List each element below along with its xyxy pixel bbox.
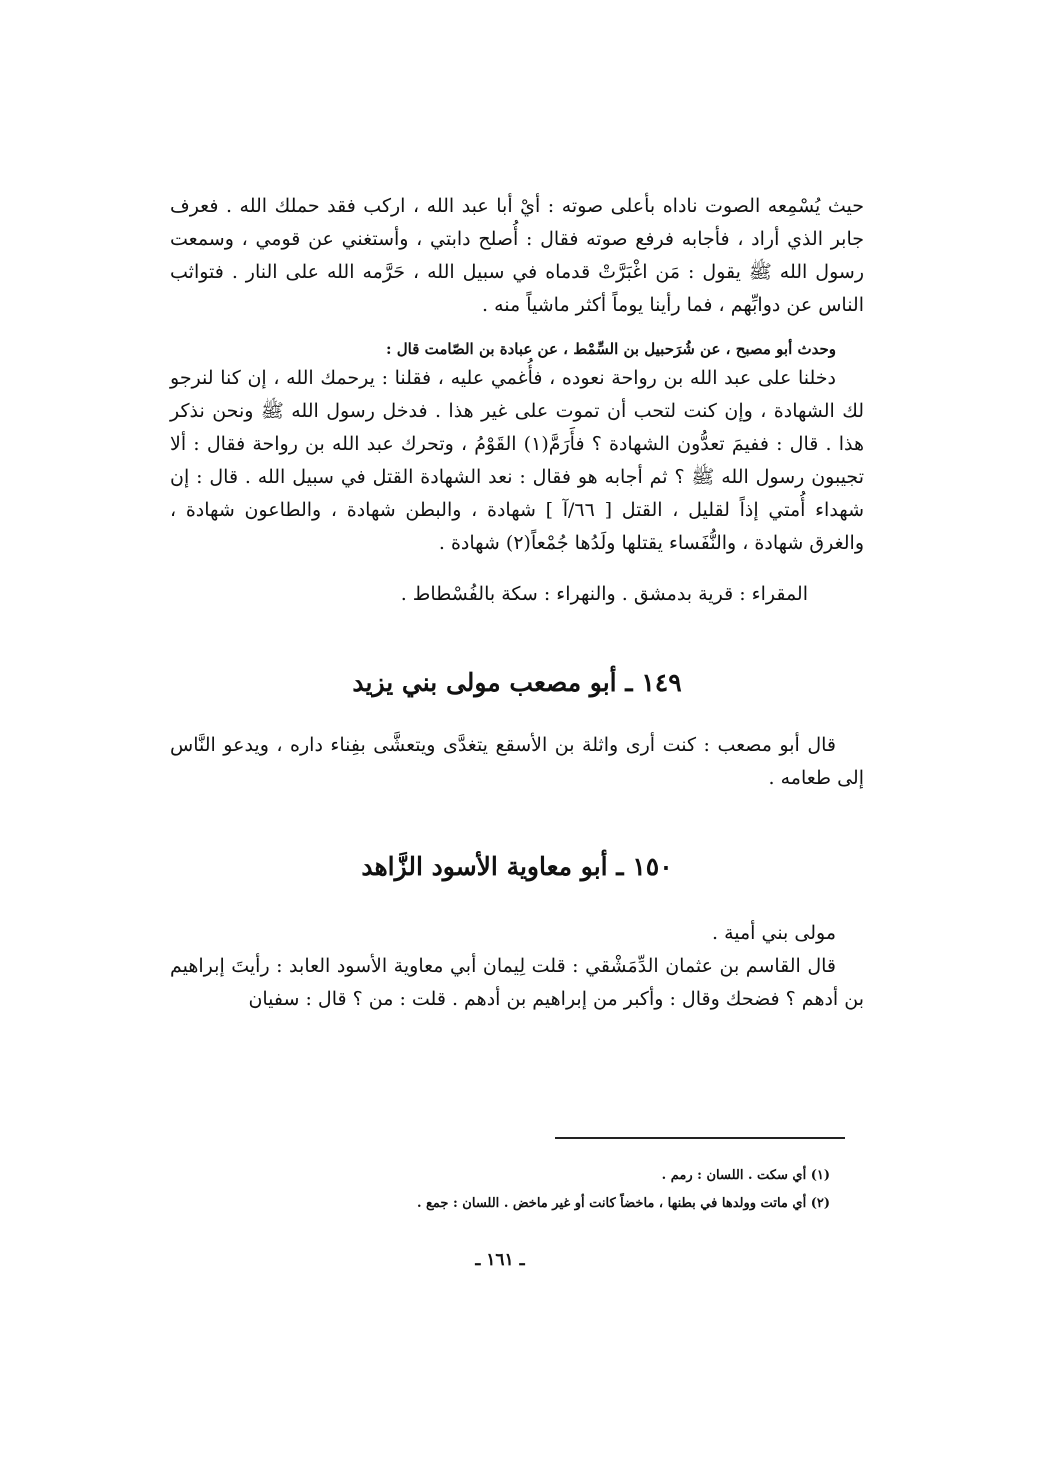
body-paragraph: حيث يُسْمِعه الصوت ناداه بأعلى صوته : أيْ أبا عبد الله ، اركب فقد حملك الله . فعرف جابر الذي أراد ، فأجابه فرفع صوته فقال : أُصلح دابتي ، وأستغني عن قومي ، وسمعت رسول الله ﷺ يقول : مَن اغْبَرَّتْ قدماه في سبيل الله ، حَرَّمه الله على النار . فتواثب الناس عن دوابِّهم ، فما رأينا يوماً أكثر ماشياً منه .: [170, 195, 864, 316]
page-number: ـ ١٦١ ـ: [475, 1250, 525, 1270]
footnotes: [300, 1162, 830, 1218]
body-paragraph: دخلنا على عبد الله بن رواحة نعوده ، فأُغمي عليه ، فقلنا : يرحمك الله ، إن كنا لنرجو لك الشهادة ، وإن كنت لتحب أن تموت على غير هذا . فدخل رسول الله ﷺ ونحن نذكر هذا . قال : ففيمَ تعدُّون الشهادة ؟ فأَرَمَّ(١) القَوْمُ ، وتحرك عبد الله بن رواحة فقال : ألا تجيبون رسول الله ﷺ ؟ ثم أجابه هو فقال : نعد الشهادة القتل في سبيل الله . قال : إن شهداء أُمتي إذاً لقليل ، القتل [ ٦٦/آ ] شهادة ، والبطن شهادة ، والطاعون شهادة ، والغرق شهادة ، والنُّفَساء يقتلها ولَدُها جُمْعاً(٢) شهادة .: [170, 367, 865, 554]
entry-heading-149: ١٤٩ ـ أبو مصعب مولى بني يزيد: [352, 668, 682, 697]
footnote-divider: [555, 1137, 845, 1139]
narration-chain: وحدث أبو مصبح ، عن شُرَحبيل بن السِّمْط ، عن عبادة بن الصّامت قال :: [386, 340, 836, 358]
entry-heading-150: ١٥٠ ـ أبو معاوية الأسود الزَّاهد: [361, 852, 673, 881]
entry-subtitle: مولى بني أمية .: [711, 922, 836, 944]
footnote: (١) أي سكت . اللسان : رمم .: [661, 1168, 830, 1183]
page-body: [170, 190, 864, 1016]
footnote: (٢) أي ماتت وولدها في بطنها ، ماخضاً كانت أو غير ماخض . اللسان : جمع .: [416, 1196, 830, 1211]
body-paragraph: قال القاسم بن عثمان الدِّمَشْقي : قلت لِيمان أبي معاوية الأسود العابد : رأيتَ إبراهيم بن أدهم ؟ فضحك وقال : وأكبر من إبراهيم بن أدهم . قلت : من ؟ قال : سفيان: [170, 955, 864, 1010]
gloss-line: المقراء : قرية بدمشق . والنهراء : سكة بالفُسْطاط .: [400, 583, 808, 605]
body-paragraph: قال أبو مصعب : كنت أرى واثلة بن الأسقع يتغدَّى ويتعشَّى بفِناء داره ، ويدعو النَّاس إلى طعامه .: [170, 734, 864, 789]
